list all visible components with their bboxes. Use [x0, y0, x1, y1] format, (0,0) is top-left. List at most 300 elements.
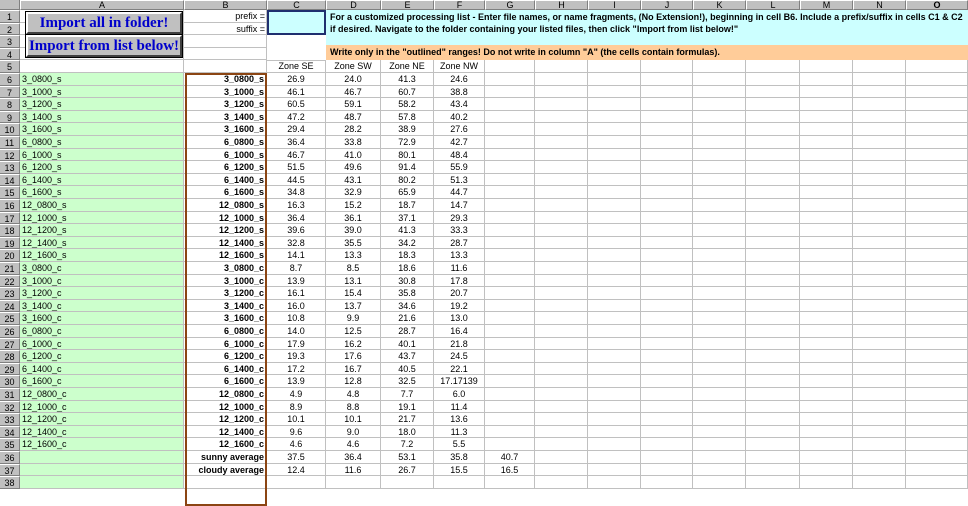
zone-value[interactable]: 38.8 [434, 86, 485, 99]
zone-value[interactable]: 26.9 [267, 73, 326, 86]
zone-value[interactable]: 8.8 [326, 401, 381, 414]
grid-cell[interactable] [485, 363, 535, 376]
grid-cell[interactable] [693, 401, 746, 414]
column-header-m[interactable]: M [800, 0, 853, 10]
grid-cell[interactable] [535, 212, 588, 225]
filename-input[interactable]: 3_0800_c [184, 262, 267, 275]
grid-cell[interactable] [535, 262, 588, 275]
zone-value[interactable]: 29.4 [267, 123, 326, 136]
column-header-i[interactable]: I [588, 0, 641, 10]
grid-cell[interactable] [693, 426, 746, 439]
row-header[interactable]: 20 [0, 249, 20, 262]
grid-cell[interactable] [535, 149, 588, 162]
grid-cell[interactable] [641, 275, 693, 288]
grid-cell[interactable] [588, 275, 641, 288]
grid-cell[interactable] [641, 312, 693, 325]
filename-input[interactable]: 12_0800_c [184, 388, 267, 401]
grid-cell[interactable] [853, 86, 906, 99]
grid-cell[interactable] [184, 476, 267, 489]
zone-value[interactable]: 11.6 [434, 262, 485, 275]
summary-value[interactable]: 37.5 [267, 451, 326, 464]
grid-cell[interactable] [588, 350, 641, 363]
row-header[interactable]: 31 [0, 388, 20, 401]
grid-cell[interactable] [485, 149, 535, 162]
filename-input[interactable]: 12_1000_c [184, 401, 267, 414]
grid-cell[interactable] [693, 363, 746, 376]
row-header[interactable]: 35 [0, 438, 20, 451]
grid-cell[interactable] [641, 73, 693, 86]
grid-cell[interactable] [535, 98, 588, 111]
row-header[interactable]: 14 [0, 174, 20, 187]
zone-value[interactable]: 16.3 [267, 199, 326, 212]
grid-cell[interactable] [485, 60, 535, 73]
grid-cell[interactable] [853, 212, 906, 225]
grid-cell[interactable] [800, 388, 853, 401]
column-header-g[interactable]: G [485, 0, 535, 10]
grid-cell[interactable] [485, 388, 535, 401]
zone-value[interactable]: 13.6 [434, 413, 485, 426]
grid-cell[interactable] [800, 161, 853, 174]
zone-value[interactable]: 34.8 [267, 186, 326, 199]
grid-cell[interactable] [588, 451, 641, 464]
zone-value[interactable]: 30.8 [381, 275, 434, 288]
grid-cell[interactable] [853, 136, 906, 149]
prefix-suffix-input[interactable] [267, 10, 326, 35]
grid-cell[interactable] [641, 237, 693, 250]
grid-cell[interactable] [641, 451, 693, 464]
grid-cell[interactable] [746, 98, 800, 111]
column-header-f[interactable]: F [434, 0, 485, 10]
grid-cell[interactable] [641, 212, 693, 225]
zone-value[interactable]: 14.1 [267, 249, 326, 262]
zone-value[interactable]: 32.8 [267, 237, 326, 250]
filename-input[interactable]: 6_1000_s [184, 149, 267, 162]
zone-value[interactable]: 10.8 [267, 312, 326, 325]
zone-value[interactable]: 32.9 [326, 186, 381, 199]
column-header-o[interactable]: O [906, 0, 968, 10]
grid-cell[interactable] [800, 123, 853, 136]
grid-cell[interactable] [184, 48, 267, 61]
zone-value[interactable]: 19.3 [267, 350, 326, 363]
grid-cell[interactable] [535, 401, 588, 414]
zone-value[interactable]: 16.1 [267, 287, 326, 300]
zone-value[interactable]: 8.5 [326, 262, 381, 275]
grid-cell[interactable] [746, 426, 800, 439]
zone-value[interactable]: 28.2 [326, 123, 381, 136]
zone-value[interactable]: 43.4 [434, 98, 485, 111]
grid-cell[interactable] [800, 413, 853, 426]
filename-input[interactable]: 12_1400_s [184, 237, 267, 250]
filename-input[interactable]: 12_1200_c [184, 413, 267, 426]
filename-input[interactable]: 6_1000_c [184, 338, 267, 351]
column-header-c[interactable]: C [267, 0, 326, 10]
grid-cell[interactable] [184, 60, 267, 73]
grid-cell[interactable] [693, 149, 746, 162]
grid-cell[interactable] [184, 35, 267, 48]
grid-cell[interactable] [853, 300, 906, 313]
grid-cell[interactable] [535, 388, 588, 401]
grid-cell[interactable] [588, 338, 641, 351]
grid-cell[interactable] [588, 401, 641, 414]
grid-cell[interactable] [485, 413, 535, 426]
zone-value[interactable]: 16.2 [326, 338, 381, 351]
grid-cell[interactable] [800, 186, 853, 199]
grid-cell[interactable] [693, 237, 746, 250]
summary-value[interactable]: 35.8 [434, 451, 485, 464]
grid-cell[interactable] [485, 161, 535, 174]
grid-cell[interactable] [800, 237, 853, 250]
grid-cell[interactable] [641, 60, 693, 73]
row-header[interactable]: 17 [0, 212, 20, 225]
grid-cell[interactable] [746, 123, 800, 136]
grid-cell[interactable] [485, 312, 535, 325]
grid-cell[interactable] [535, 199, 588, 212]
row-header[interactable]: 12 [0, 149, 20, 162]
row-header[interactable]: 3 [0, 35, 20, 48]
zone-value[interactable]: 13.9 [267, 275, 326, 288]
zone-value[interactable]: 13.1 [326, 275, 381, 288]
grid-cell[interactable] [906, 249, 968, 262]
grid-cell[interactable] [535, 300, 588, 313]
grid-cell[interactable] [641, 98, 693, 111]
grid-cell[interactable] [381, 476, 434, 489]
grid-cell[interactable] [853, 60, 906, 73]
zone-value[interactable]: 24.6 [434, 73, 485, 86]
grid-cell[interactable] [800, 249, 853, 262]
import-list-button[interactable]: Import from list below! [26, 35, 182, 57]
grid-cell[interactable] [693, 325, 746, 338]
grid-cell[interactable] [800, 401, 853, 414]
zone-value[interactable]: 10.1 [326, 413, 381, 426]
zone-value[interactable]: 16.0 [267, 300, 326, 313]
grid-cell[interactable] [485, 224, 535, 237]
grid-cell[interactable] [853, 98, 906, 111]
grid-cell[interactable] [746, 438, 800, 451]
grid-cell[interactable] [853, 401, 906, 414]
zone-value[interactable]: 51.3 [434, 174, 485, 187]
grid-cell[interactable] [641, 338, 693, 351]
grid-cell[interactable] [800, 476, 853, 489]
grid-cell[interactable] [641, 363, 693, 376]
grid-cell[interactable] [800, 174, 853, 187]
row-header[interactable]: 21 [0, 262, 20, 275]
grid-cell[interactable] [535, 123, 588, 136]
grid-cell[interactable] [641, 174, 693, 187]
grid-cell[interactable] [746, 249, 800, 262]
row-header[interactable]: 9 [0, 111, 20, 124]
zone-value[interactable]: 13.0 [434, 312, 485, 325]
grid-cell[interactable] [535, 363, 588, 376]
grid-cell[interactable] [693, 86, 746, 99]
grid-cell[interactable] [746, 161, 800, 174]
grid-cell[interactable] [853, 262, 906, 275]
column-header-a[interactable]: A [20, 0, 184, 10]
grid-cell[interactable] [746, 186, 800, 199]
grid-cell[interactable] [485, 136, 535, 149]
zone-value[interactable]: 40.5 [381, 363, 434, 376]
grid-cell[interactable] [853, 275, 906, 288]
grid-cell[interactable] [746, 388, 800, 401]
zone-value[interactable]: 4.9 [267, 388, 326, 401]
zone-value[interactable]: 19.2 [434, 300, 485, 313]
grid-cell[interactable] [853, 426, 906, 439]
grid-cell[interactable] [693, 350, 746, 363]
grid-cell[interactable] [906, 451, 968, 464]
grid-cell[interactable] [535, 426, 588, 439]
filename-input[interactable]: 12_1400_c [184, 426, 267, 439]
filename-input[interactable]: 6_0800_s [184, 136, 267, 149]
grid-cell[interactable] [693, 224, 746, 237]
grid-cell[interactable] [906, 300, 968, 313]
grid-cell[interactable] [800, 375, 853, 388]
grid-cell[interactable] [853, 237, 906, 250]
grid-cell[interactable] [485, 73, 535, 86]
grid-cell[interactable] [906, 287, 968, 300]
grid-cell[interactable] [906, 312, 968, 325]
grid-cell[interactable] [485, 174, 535, 187]
grid-cell[interactable] [746, 300, 800, 313]
grid-cell[interactable] [588, 111, 641, 124]
zone-value[interactable]: 72.9 [381, 136, 434, 149]
grid-cell[interactable] [800, 111, 853, 124]
summary-value[interactable]: 53.1 [381, 451, 434, 464]
grid-cell[interactable] [906, 111, 968, 124]
row-header[interactable]: 34 [0, 426, 20, 439]
zone-value[interactable]: 40.1 [381, 338, 434, 351]
grid-cell[interactable] [746, 338, 800, 351]
zone-value[interactable]: 43.7 [381, 350, 434, 363]
grid-cell[interactable] [800, 464, 853, 477]
zone-value[interactable]: 49.6 [326, 161, 381, 174]
zone-value[interactable]: 16.4 [434, 325, 485, 338]
grid-cell[interactable] [693, 413, 746, 426]
zone-value[interactable]: 80.1 [381, 149, 434, 162]
grid-cell[interactable] [641, 300, 693, 313]
grid-cell[interactable] [853, 186, 906, 199]
grid-cell[interactable] [906, 338, 968, 351]
zone-value[interactable]: 48.4 [434, 149, 485, 162]
grid-cell[interactable] [906, 426, 968, 439]
grid-cell[interactable] [853, 413, 906, 426]
zone-value[interactable]: 17.9 [267, 338, 326, 351]
grid-cell[interactable] [906, 438, 968, 451]
grid-cell[interactable] [693, 98, 746, 111]
grid-cell[interactable] [693, 111, 746, 124]
grid-cell[interactable] [485, 350, 535, 363]
grid-cell[interactable] [853, 312, 906, 325]
grid-cell[interactable] [588, 161, 641, 174]
zone-value[interactable]: 59.1 [326, 98, 381, 111]
filename-input[interactable]: 3_1200_c [184, 287, 267, 300]
grid-cell[interactable] [746, 401, 800, 414]
zone-value[interactable]: 14.7 [434, 199, 485, 212]
grid-cell[interactable] [535, 476, 588, 489]
zone-value[interactable]: 9.6 [267, 426, 326, 439]
zone-value[interactable]: 60.7 [381, 86, 434, 99]
grid-cell[interactable] [326, 476, 381, 489]
row-header[interactable]: 32 [0, 401, 20, 414]
zone-value[interactable]: 36.4 [267, 136, 326, 149]
grid-cell[interactable] [746, 136, 800, 149]
grid-cell[interactable] [800, 350, 853, 363]
zone-value[interactable]: 33.8 [326, 136, 381, 149]
grid-cell[interactable] [746, 287, 800, 300]
grid-cell[interactable] [906, 199, 968, 212]
grid-cell[interactable] [800, 451, 853, 464]
grid-cell[interactable] [535, 325, 588, 338]
filename-input[interactable]: 3_1000_c [184, 275, 267, 288]
zone-value[interactable]: 4.8 [326, 388, 381, 401]
grid-cell[interactable] [693, 60, 746, 73]
grid-cell[interactable] [693, 464, 746, 477]
grid-cell[interactable] [641, 111, 693, 124]
row-header[interactable]: 27 [0, 338, 20, 351]
grid-cell[interactable] [800, 325, 853, 338]
row-header[interactable]: 10 [0, 123, 20, 136]
row-header[interactable]: 8 [0, 98, 20, 111]
grid-cell[interactable] [746, 174, 800, 187]
zone-value[interactable]: 12.5 [326, 325, 381, 338]
grid-cell[interactable] [641, 123, 693, 136]
summary-value[interactable]: 40.7 [485, 451, 535, 464]
grid-cell[interactable] [641, 287, 693, 300]
grid-cell[interactable] [693, 123, 746, 136]
zone-value[interactable]: 21.6 [381, 312, 434, 325]
grid-cell[interactable] [535, 312, 588, 325]
column-header-h[interactable]: H [535, 0, 588, 10]
row-header[interactable]: 1 [0, 10, 20, 23]
grid-cell[interactable] [746, 60, 800, 73]
grid-cell[interactable] [906, 350, 968, 363]
zone-value[interactable]: 19.1 [381, 401, 434, 414]
grid-cell[interactable] [853, 363, 906, 376]
grid-cell[interactable] [588, 375, 641, 388]
summary-value[interactable]: 15.5 [434, 464, 485, 477]
zone-value[interactable]: 58.2 [381, 98, 434, 111]
grid-cell[interactable] [906, 98, 968, 111]
grid-cell[interactable] [535, 249, 588, 262]
zone-value[interactable]: 46.7 [267, 149, 326, 162]
zone-value[interactable]: 13.3 [326, 249, 381, 262]
row-header[interactable]: 11 [0, 136, 20, 149]
grid-cell[interactable] [746, 363, 800, 376]
grid-cell[interactable] [746, 212, 800, 225]
grid-cell[interactable] [693, 438, 746, 451]
row-header[interactable]: 38 [0, 476, 20, 489]
zone-value[interactable]: 11.3 [434, 426, 485, 439]
grid-cell[interactable] [588, 312, 641, 325]
column-header-e[interactable]: E [381, 0, 434, 10]
row-header[interactable]: 36 [0, 451, 20, 464]
grid-cell[interactable] [588, 149, 641, 162]
zone-value[interactable]: 42.7 [434, 136, 485, 149]
grid-cell[interactable] [906, 237, 968, 250]
grid-cell[interactable] [693, 249, 746, 262]
grid-cell[interactable] [746, 224, 800, 237]
grid-cell[interactable] [746, 199, 800, 212]
grid-cell[interactable] [641, 325, 693, 338]
grid-cell[interactable] [641, 426, 693, 439]
summary-value[interactable]: 16.5 [485, 464, 535, 477]
zone-value[interactable]: 16.7 [326, 363, 381, 376]
grid-cell[interactable] [693, 73, 746, 86]
grid-cell[interactable] [800, 438, 853, 451]
zone-value[interactable]: 21.8 [434, 338, 485, 351]
grid-cell[interactable] [20, 60, 184, 73]
grid-cell[interactable] [906, 174, 968, 187]
zone-value[interactable]: 9.9 [326, 312, 381, 325]
filename-input[interactable]: 3_1000_s [184, 86, 267, 99]
zone-value[interactable]: 32.5 [381, 375, 434, 388]
grid-cell[interactable] [853, 73, 906, 86]
zone-value[interactable]: 7.7 [381, 388, 434, 401]
grid-cell[interactable] [485, 199, 535, 212]
grid-cell[interactable] [588, 86, 641, 99]
filename-input[interactable]: 6_1400_c [184, 363, 267, 376]
grid-cell[interactable] [535, 161, 588, 174]
row-header[interactable]: 18 [0, 224, 20, 237]
zone-value[interactable]: 17.8 [434, 275, 485, 288]
filename-input[interactable]: 12_1000_s [184, 212, 267, 225]
grid-cell[interactable] [906, 401, 968, 414]
grid-cell[interactable] [485, 249, 535, 262]
zone-value[interactable]: 4.6 [326, 438, 381, 451]
grid-cell[interactable] [906, 86, 968, 99]
grid-cell[interactable] [588, 212, 641, 225]
column-header-d[interactable]: D [326, 0, 381, 10]
grid-cell[interactable] [641, 186, 693, 199]
grid-cell[interactable] [800, 338, 853, 351]
summary-value[interactable]: 26.7 [381, 464, 434, 477]
grid-cell[interactable] [693, 199, 746, 212]
grid-cell[interactable] [906, 224, 968, 237]
grid-cell[interactable] [588, 413, 641, 426]
zone-value[interactable]: 37.1 [381, 212, 434, 225]
zone-value[interactable]: 13.9 [267, 375, 326, 388]
grid-cell[interactable] [485, 123, 535, 136]
grid-cell[interactable] [800, 60, 853, 73]
grid-cell[interactable] [588, 287, 641, 300]
grid-cell[interactable] [853, 111, 906, 124]
grid-cell[interactable] [485, 237, 535, 250]
grid-cell[interactable] [800, 136, 853, 149]
grid-cell[interactable] [641, 136, 693, 149]
grid-cell[interactable] [853, 224, 906, 237]
row-header[interactable]: 23 [0, 287, 20, 300]
grid-cell[interactable] [746, 237, 800, 250]
zone-value[interactable]: 7.2 [381, 438, 434, 451]
grid-cell[interactable] [693, 212, 746, 225]
grid-cell[interactable] [853, 325, 906, 338]
filename-input[interactable]: 3_1400_s [184, 111, 267, 124]
grid-cell[interactable] [746, 86, 800, 99]
grid-cell[interactable] [906, 212, 968, 225]
zone-value[interactable]: 65.9 [381, 186, 434, 199]
grid-cell[interactable] [800, 86, 853, 99]
summary-value[interactable]: 36.4 [326, 451, 381, 464]
grid-cell[interactable] [588, 237, 641, 250]
filename-input[interactable]: 3_1600_s [184, 123, 267, 136]
grid-cell[interactable] [853, 338, 906, 351]
zone-value[interactable]: 38.9 [381, 123, 434, 136]
grid-cell[interactable] [641, 262, 693, 275]
grid-cell[interactable] [693, 338, 746, 351]
grid-cell[interactable] [535, 451, 588, 464]
filename-input[interactable]: 3_0800_s [184, 73, 267, 86]
filename-input[interactable]: 3_1200_s [184, 98, 267, 111]
zone-value[interactable]: 44.7 [434, 186, 485, 199]
row-header[interactable]: 16 [0, 199, 20, 212]
